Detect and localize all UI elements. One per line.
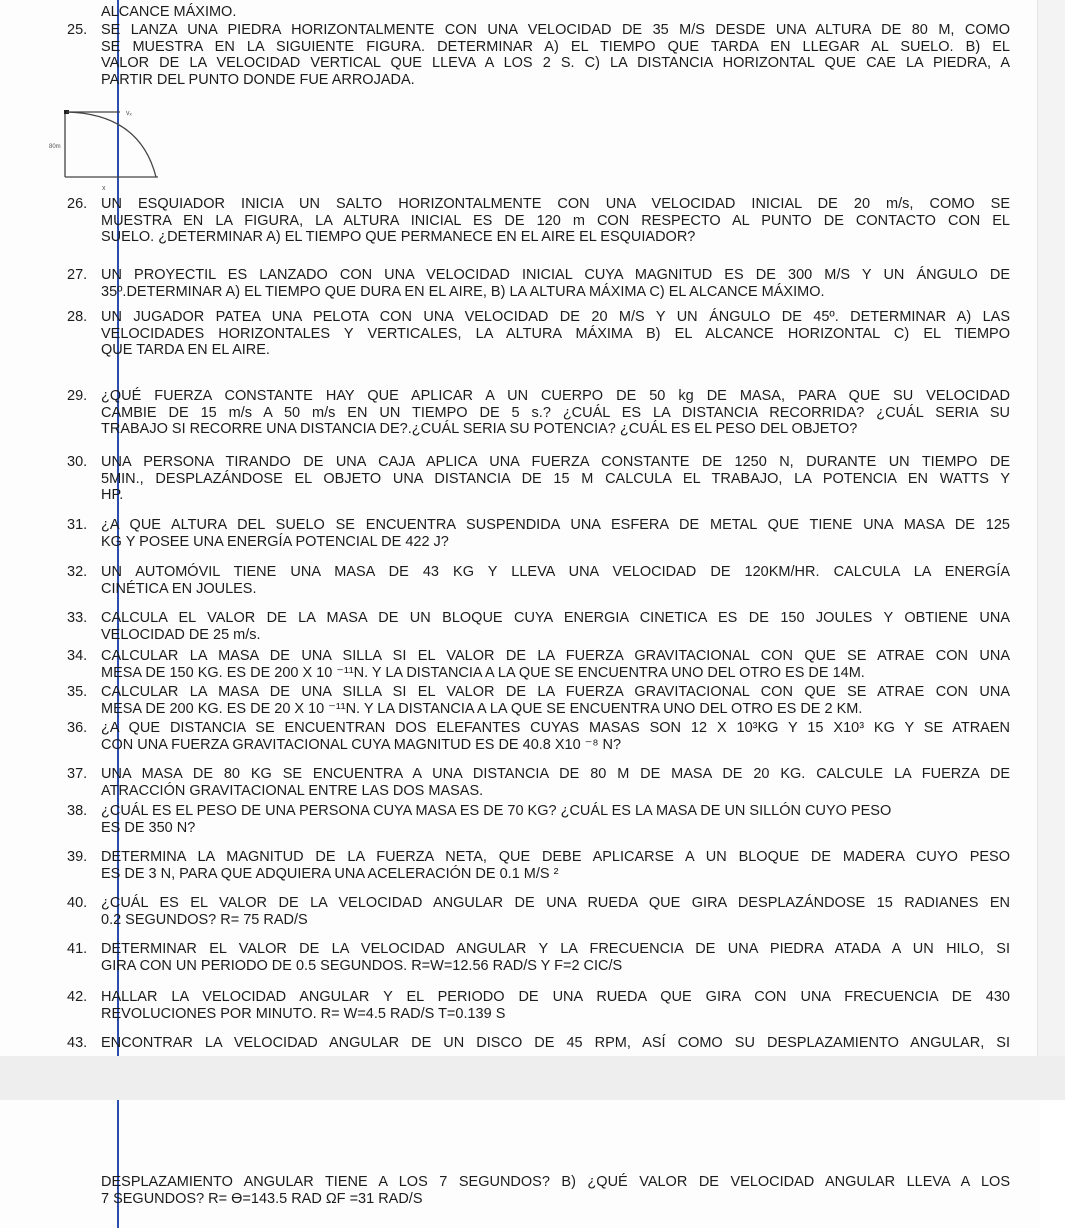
question-number: 25. bbox=[67, 22, 88, 38]
text-line: QUE TARDA EN EL AIRE. bbox=[101, 342, 270, 359]
margin-line bbox=[117, 1100, 119, 1228]
text-line: ¿A QUE ALTURA DEL SUELO SE ENCUENTRA SUSPENDIDA UNA ESFERA DE METAL QUE TIENE UNA MASA DE 125 bbox=[101, 517, 1010, 533]
text-line: UN ESQUIADOR INICIA UN SALTO HORIZONTALMENTE CON UNA VELOCIDAD INICIAL DE 20 m/s, COMO SE bbox=[101, 196, 1010, 212]
text-line: CALCULAR LA MASA DE UNA SILLA SI EL VALOR DE LA FUERZA GRAVITACIONAL CON QUE SE ATRAE CON UNA bbox=[101, 648, 1010, 664]
text-line: VALOR DE LA VELOCIDAD VERTICAL QUE LLEVA A LOS 2 S. C) LA DISTANCIA HORIZONTAL QUE CAE LA PIEDRA, A bbox=[101, 55, 1010, 72]
text-line: ¿CUÁL ES EL PESO DE UNA PERSONA CUYA MASA ES DE 70 KG? ¿CUÁL ES LA MASA DE UN SILLÓN CUYO PESO bbox=[101, 803, 892, 819]
text-line: UN PROYECTIL ES LANZADO CON UNA VELOCIDAD INICIAL CUYA MAGNITUD ES DE 300 M/S Y UN ÁNGULO DE bbox=[101, 267, 1010, 283]
question-41 bbox=[0, 941, 1010, 974]
text-line: KG Y POSEE UNA ENERGÍA POTENCIAL DE 422 J? bbox=[101, 533, 449, 550]
text-line: DESPLAZAMIENTO ANGULAR TIENE A LOS 7 SEGUNDOS? B) ¿QUÉ VALOR DE VELOCIDAD ANGULAR LLEVA A LOS bbox=[101, 1174, 1010, 1190]
question-number: 31. bbox=[67, 517, 88, 533]
distance-label: x bbox=[102, 185, 106, 192]
question-number: 38. bbox=[67, 803, 88, 819]
question-number: 32. bbox=[67, 564, 88, 580]
question-40 bbox=[0, 895, 1010, 928]
text-line: CON UNA FUERZA GRAVITACIONAL CUYA MAGNITUD ES DE 40.8 X10 ⁻⁸ N? bbox=[101, 736, 622, 753]
text-line: CALCULAR LA MASA DE UNA SILLA SI EL VALOR DE LA FUERZA GRAVITACIONAL CON QUE SE ATRAE CON UNA bbox=[101, 684, 1010, 700]
text-line: ENCONTRAR LA VELOCIDAD ANGULAR DE UN DISCO DE 45 RPM, ASÍ COMO SU DESPLAZAMIENTO ANGULAR, SI bbox=[101, 1035, 1010, 1051]
question-number: 27. bbox=[67, 267, 88, 283]
text-line: VELOCIDADES HORIZONTALES Y VERTICALES, LA ALTURA MÁXIMA B) EL ALCANCE HORIZONTAL C) EL TIEMPO bbox=[101, 325, 1010, 342]
text-line: ATRACCIÓN GRAVITACIONAL ENTRE LAS DOS MASAS. bbox=[101, 782, 484, 799]
text-line: UN JUGADOR PATEA UNA PELOTA CON UNA VELOCIDAD DE 20 M/S Y UN ÁNGULO DE 45º. DETERMINAR A) LAS bbox=[101, 309, 1010, 325]
question-number: 40. bbox=[67, 895, 88, 911]
question-26 bbox=[0, 196, 1010, 246]
question-38 bbox=[0, 803, 1010, 836]
text-line: ¿CUÁL ES EL VALOR DE LA VELOCIDAD ANGULAR DE UNA RUEDA QUE GIRA DESPLAZÁNDOSE 15 RADIANES EN bbox=[101, 895, 1010, 911]
text-line: ¿QUÉ FUERZA CONSTANTE HAY QUE APLICAR A UN CUERPO DE 50 kg DE MASA, PARA QUE SU VELOCIDAD bbox=[101, 388, 1010, 404]
text-line: MESA DE 200 KG. ES DE 20 X 10 ⁻¹¹N. Y LA DISTANCIA A LA QUE SE ENCUENTRA UNO DEL OTRO ES DE 2 KM. bbox=[101, 700, 863, 717]
text-line: MESA DE 150 KG. ES DE 200 X 10 ⁻¹¹N. Y LA DISTANCIA A LA QUE SE ENCUENTRA UNO DEL OTRO ES DE 14M. bbox=[101, 664, 865, 681]
velocity-label: vₓ bbox=[126, 110, 132, 117]
page-gap bbox=[0, 1056, 1065, 1100]
text-line: CINÉTICA EN JOULES. bbox=[101, 580, 257, 597]
text-line: 5MIN., DESPLAZÁNDOSE EL OBJETO UNA DISTANCIA DE 15 M CALCULA EL TRABAJO, LA POTENCIA EN WATTS Y bbox=[101, 470, 1010, 487]
text-line: PARTIR DEL PUNTO DONDE FUE ARROJADA. bbox=[101, 71, 415, 88]
question-number: 36. bbox=[67, 720, 88, 736]
question-43 bbox=[0, 1035, 1010, 1052]
text-line: 0.2 SEGUNDOS? R= 75 RAD/S bbox=[101, 911, 308, 928]
text-line: ES DE 350 N? bbox=[101, 819, 196, 836]
question-36 bbox=[0, 720, 1010, 753]
question-27 bbox=[0, 267, 1010, 300]
text-line: 35º.DETERMINAR A) EL TIEMPO QUE DURA EN EL AIRE, B) LA ALTURA MÁXIMA C) EL ALCANCE MÁXIMO. bbox=[101, 283, 825, 300]
question-number: 34. bbox=[67, 648, 88, 664]
question-number: 42. bbox=[67, 989, 88, 1005]
text-line: SE MUESTRA EN LA SIGUIENTE FIGURA. DETERMINAR A) EL TIEMPO QUE TARDA EN LLEGAR AL SUELO. B) EL bbox=[101, 38, 1010, 55]
text-line: MUESTRA EN LA FIGURA, LA ALTURA INICIAL ES DE 120 m CON RESPECTO AL PUNTO DE CONTACTO CON EL bbox=[101, 212, 1010, 229]
question-42 bbox=[0, 989, 1010, 1022]
height-label: 80m bbox=[49, 144, 61, 150]
question-number: 29. bbox=[67, 388, 88, 404]
question-number: 28. bbox=[67, 309, 88, 325]
question-37 bbox=[0, 766, 1010, 799]
question-number: 43. bbox=[67, 1035, 88, 1051]
text-line: SUELO. ¿DETERMINAR A) EL TIEMPO QUE PERMANECE EN EL AIRE EL ESQUIADOR? bbox=[101, 229, 696, 246]
question-number: 35. bbox=[67, 684, 88, 700]
projectile-figure bbox=[40, 104, 170, 196]
question-35 bbox=[0, 684, 1010, 717]
text-line: REVOLUCIONES POR MINUTO. R= W=4.5 RAD/S T=0.139 S bbox=[101, 1005, 506, 1022]
text-line: SE LANZA UNA PIEDRA HORIZONTALMENTE CON UNA VELOCIDAD DE 35 M/S DESDE UNA ALTURA DE 80 M, COMO bbox=[101, 22, 1010, 38]
text-line: HALLAR LA VELOCIDAD ANGULAR Y EL PERIODO DE UNA RUEDA QUE GIRA CON UNA FRECUENCIA DE 430 bbox=[101, 989, 1010, 1005]
question-30 bbox=[0, 454, 1010, 504]
text-line: UNA MASA DE 80 KG SE ENCUENTRA A UNA DISTANCIA DE 80 M DE MASA DE 20 KG. CALCULE LA FUERZA DE bbox=[101, 766, 1010, 782]
document-page-2 bbox=[0, 1100, 1040, 1228]
text-line: UNA PERSONA TIRANDO DE UNA CAJA APLICA UNA FUERZA CONSTANTE DE 1250 N, DURANTE UN TIEMPO DE bbox=[101, 454, 1010, 470]
question-number: 39. bbox=[67, 849, 88, 865]
text-line: 7 SEGUNDOS? R= ϴ=143.5 RAD ΩF =31 RAD/S bbox=[101, 1190, 423, 1207]
text-line: CAMBIE DE 15 m/s A 50 m/s EN UN TIEMPO DE 5 s.? ¿CUÁL ES LA DISTANCIA RECORRIDA? ¿CUÁL SERIA SU bbox=[101, 404, 1010, 421]
question-28 bbox=[0, 309, 1010, 359]
text-line: GIRA CON UN PERIODO DE 0.5 SEGUNDOS. R=W=12.56 RAD/S Y F=2 CIC/S bbox=[101, 957, 623, 974]
question-33 bbox=[0, 610, 1010, 643]
text-line: ¿A QUE DISTANCIA SE ENCUENTRAN DOS ELEFANTES CUYAS MASAS SON 12 X 10³KG Y 15 X10³ KG Y SE ATRAEN bbox=[101, 720, 1010, 736]
question-29 bbox=[0, 388, 1010, 438]
question-number: 37. bbox=[67, 766, 88, 782]
question-39 bbox=[0, 849, 1010, 882]
text-line: CALCULA EL VALOR DE LA MASA DE UN BLOQUE CUYA ENERGIA CINETICA ES DE 150 JOULES Y OBTIENE UNA bbox=[101, 610, 1010, 626]
scrollbar[interactable] bbox=[1037, 0, 1065, 1056]
previous-question-tail bbox=[0, 4, 1010, 21]
question-number: 30. bbox=[67, 454, 88, 470]
text-line: ALCANCE MÁXIMO. bbox=[101, 4, 237, 20]
text-line: ES DE 3 N, PARA QUE ADQUIERA UNA ACELERACIÓN DE 0.1 M/S ² bbox=[101, 865, 559, 882]
question-43-continued bbox=[0, 1174, 1010, 1207]
question-31 bbox=[0, 517, 1010, 550]
question-25 bbox=[0, 22, 1010, 88]
question-32 bbox=[0, 564, 1010, 597]
question-number: 26. bbox=[67, 196, 88, 212]
question-number: 33. bbox=[67, 610, 88, 626]
text-line: UN AUTOMÓVIL TIENE UNA MASA DE 43 KG Y LLEVA UNA VELOCIDAD DE 120KM/HR. CALCULA LA ENERGÍA bbox=[101, 564, 1010, 580]
question-number: 41. bbox=[67, 941, 88, 957]
text-line: HP. bbox=[101, 487, 124, 504]
text-line: DETERMINA LA MAGNITUD DE LA FUERZA NETA, QUE DEBE APLICARSE A UN BLOQUE DE MADERA CUYO PESO bbox=[101, 849, 1010, 865]
question-34 bbox=[0, 648, 1010, 681]
text-line: DETERMINAR EL VALOR DE LA VELOCIDAD ANGULAR Y LA FRECUENCIA DE UNA PIEDRA ATADA A UN HILO, SI bbox=[101, 941, 1010, 957]
text-line: TRABAJO SI RECORRE UNA DISTANCIA DE?.¿CUÁL SERIA SU POTENCIA? ¿CUÁL ES EL PESO DEL OBJETO? bbox=[101, 421, 858, 438]
text-line: VELOCIDAD DE 25 m/s. bbox=[101, 626, 261, 643]
